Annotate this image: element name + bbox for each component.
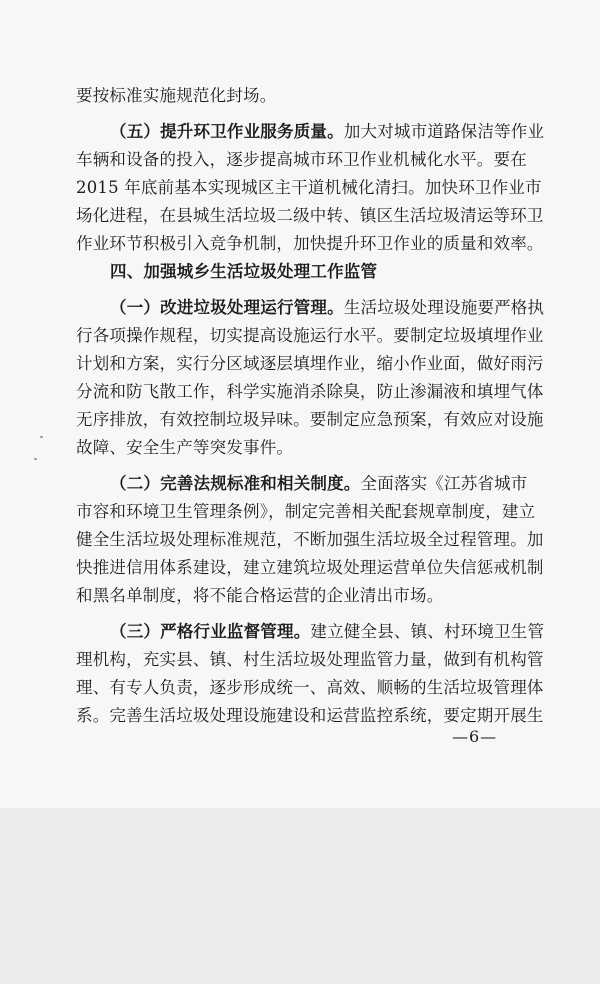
- text-line: [76, 202, 544, 230]
- line-text: 理、有专人负责，逐步形成统一、高效、顺畅的生活垃圾管理体: [76, 678, 544, 697]
- line-text: 和黑名单制度，将不能合格运营的企业清出市场。: [76, 586, 444, 605]
- section-heading-line: [110, 294, 544, 322]
- text-line: [76, 702, 544, 730]
- section-heading-line: [110, 470, 528, 498]
- page-number: —6—: [452, 727, 498, 746]
- line-text: 全面落实《江苏省城市: [360, 474, 528, 493]
- text-line: [76, 350, 544, 378]
- line-text: 建立健全县、镇、村环境卫生管: [310, 622, 545, 641]
- text-line: [76, 646, 544, 674]
- section-heading: （一）改进垃圾处理运行管理。: [110, 298, 344, 317]
- text-line: [76, 434, 293, 462]
- scan-speck: [34, 458, 37, 460]
- scan-speck: [40, 436, 43, 438]
- line-text: 快推进信用体系建设，建立建筑垃圾处理运营单位失信惩戒机制: [76, 558, 544, 577]
- line-text: 作业环节积极引入竞争机制，加快提升环卫作业的质量和效率。: [76, 234, 544, 253]
- line-text: 场化进程，在县城生活垃圾二级中转、镇区生活垃圾清运等环卫: [76, 206, 544, 225]
- line-text: 2015 年底前基本实现城区主干道机械化清扫。加快环卫作业市: [76, 178, 542, 197]
- line-text: 计划和方案，实行分区域逐层填埋作业，缩小作业面，做好雨污: [76, 354, 544, 373]
- line-text: 理机构，充实县、镇、村生活垃圾处理监管力量，做到有机构管: [76, 650, 544, 669]
- line-text: 健全生活垃圾处理标准规范，不断加强生活垃圾全过程管理。加: [76, 530, 544, 549]
- page-margin-area: [0, 808, 600, 984]
- text-line: [76, 174, 542, 202]
- line-text: 市容和环境卫生管理条例》，制定完善相关配套规章制度，建立: [76, 502, 536, 521]
- section-heading-line: [110, 618, 544, 646]
- text-line: [76, 82, 276, 110]
- text-line: [76, 406, 544, 434]
- text-line: [76, 146, 527, 174]
- chapter-heading: 四、加强城乡生活垃圾处理工作监管: [110, 262, 378, 281]
- text-line: [76, 582, 443, 610]
- line-text: 要按标准实施规范化封场。: [76, 86, 277, 105]
- text-line: [76, 378, 544, 406]
- text-line: [76, 498, 535, 526]
- section-heading: （五）提升环卫作业服务质量。: [110, 122, 344, 141]
- text-line: [76, 322, 544, 350]
- line-text: 无序排放，有效控制垃圾异味。要制定应急预案，有效应对设施: [76, 410, 544, 429]
- text-line: [76, 230, 544, 258]
- line-text: 系。完善生活垃圾处理设施建设和运营监控系统，要定期开展生: [76, 706, 544, 725]
- line-text: 加大对城市道路保洁等作业: [343, 122, 545, 141]
- section-heading: （二）完善法规标准和相关制度。: [110, 474, 361, 493]
- line-text: 分流和防飞散工作，科学实施消杀除臭，防止渗漏液和填埋气体: [76, 382, 544, 401]
- text-line: [76, 526, 544, 554]
- line-text: 车辆和设备的投入，逐步提高城市环卫作业机械化水平。要在: [76, 150, 527, 169]
- section-heading-line: [110, 118, 544, 146]
- section-heading: （三）严格行业监督管理。: [110, 622, 311, 641]
- line-text: 行各项操作规程，切实提高设施运行水平。要制定垃圾填埋作业: [76, 326, 544, 345]
- chapter-heading-line: [110, 258, 377, 286]
- text-line: [76, 554, 544, 582]
- text-line: [76, 674, 544, 702]
- line-text: 生活垃圾处理设施要严格执: [343, 298, 545, 317]
- line-text: 故障、安全生产等突发事件。: [76, 438, 294, 457]
